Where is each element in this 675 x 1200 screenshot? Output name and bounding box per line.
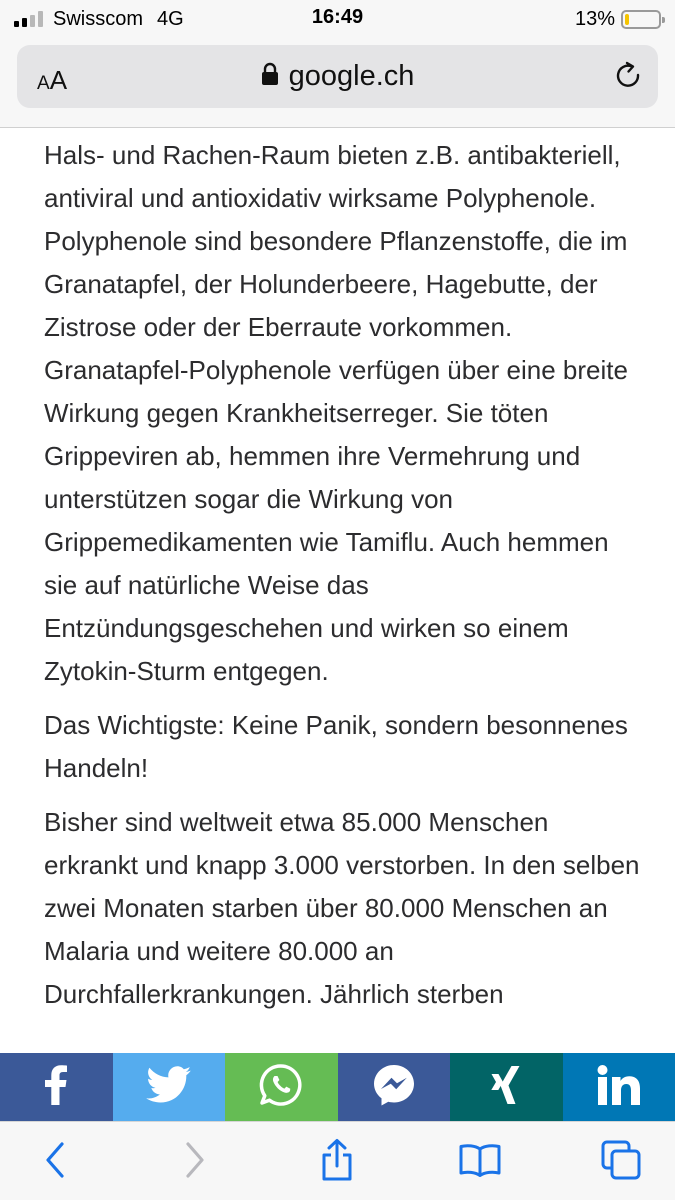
aa-small-glyph: A xyxy=(37,73,50,94)
carrier-name: Swisscom xyxy=(53,7,144,30)
forward-button[interactable] xyxy=(173,1140,217,1184)
whatsapp-icon xyxy=(258,1062,304,1113)
forward-icon xyxy=(183,1141,207,1184)
status-bar xyxy=(0,0,675,38)
xing-icon xyxy=(489,1065,523,1110)
battery-tip xyxy=(662,17,665,23)
article-paragraph: Das Wichtigste: Keine Panik, sondern besonnenes Handeln! xyxy=(44,710,628,783)
clock: 16:49 xyxy=(311,6,364,28)
share-xing-button[interactable] xyxy=(450,1053,563,1121)
share-facebook-button[interactable] xyxy=(0,1053,113,1121)
tabs-icon xyxy=(600,1139,642,1186)
status-bar-left xyxy=(14,6,184,32)
battery-icon xyxy=(621,10,661,29)
share-twitter-button[interactable] xyxy=(113,1053,226,1121)
lock-icon xyxy=(261,62,279,91)
reload-icon[interactable] xyxy=(614,61,644,91)
signal-bar xyxy=(30,15,35,27)
page-content[interactable] xyxy=(0,128,675,1053)
messenger-icon xyxy=(371,1062,417,1113)
share-whatsapp-button[interactable] xyxy=(225,1053,338,1121)
network-type: 4G xyxy=(157,7,184,30)
twitter-icon xyxy=(146,1066,192,1109)
browser-toolbar xyxy=(0,1121,675,1200)
bookmarks-button[interactable] xyxy=(458,1140,502,1184)
article-paragraph: Bisher sind weltweit etwa 85.000 Menschen erkrankt und knapp 3.000 verstorben. In den selben zwei Monaten starben über 80.000 Menschen an Malaria und weitere 80.000 an Durchfallerkrankungen. Jährlich sterben xyxy=(44,807,640,1009)
social-share-bar xyxy=(0,1053,675,1121)
tabs-button[interactable] xyxy=(599,1140,643,1184)
status-bar-right xyxy=(575,6,661,32)
address-bar[interactable] xyxy=(17,45,658,108)
signal-strength-icon xyxy=(14,11,43,27)
url-display[interactable] xyxy=(17,45,658,108)
share-linkedin-button[interactable] xyxy=(563,1053,675,1121)
signal-bar xyxy=(38,11,43,27)
bookmarks-icon xyxy=(458,1142,502,1183)
back-icon xyxy=(43,1141,67,1184)
share-page-button[interactable] xyxy=(315,1140,359,1184)
article-body xyxy=(44,134,644,1027)
share-messenger-button[interactable] xyxy=(338,1053,451,1121)
article-paragraph: Hals- und Rachen-Raum bieten z.B. antibakteriell, antiviral und antioxidativ wirksame Polyphenole. Polyphenole sind besondere Pflanzenstoffe, die im Granatapfel, der Holunderbeere, Hagebutte, der Zistrose oder der Eberraute vorkommen. Granatapfel-Polyphenole verfügen über eine breite Wirkung gegen Krankheitserreger. Sie töten Grippeviren ab, hemmen ihre Vermehrung und unterstützen sogar die Wirkung von Grippemedikamenten wie Tamiflu. Auch hemmen sie auf natürliche Weise das Entzündungsgeschehen und wirken so einem Zytokin-Sturm entgegen. xyxy=(44,140,628,686)
back-button[interactable] xyxy=(33,1140,77,1184)
url-text: google.ch xyxy=(288,60,415,92)
share-icon xyxy=(319,1138,355,1187)
browser-header xyxy=(0,38,675,128)
linkedin-icon xyxy=(597,1065,641,1110)
battery-percent: 13% xyxy=(574,7,615,30)
battery-level-fill xyxy=(625,14,629,25)
signal-bar xyxy=(14,21,19,27)
facebook-icon xyxy=(44,1065,68,1110)
aa-big-glyph: A xyxy=(49,65,68,95)
signal-bar xyxy=(22,18,27,27)
